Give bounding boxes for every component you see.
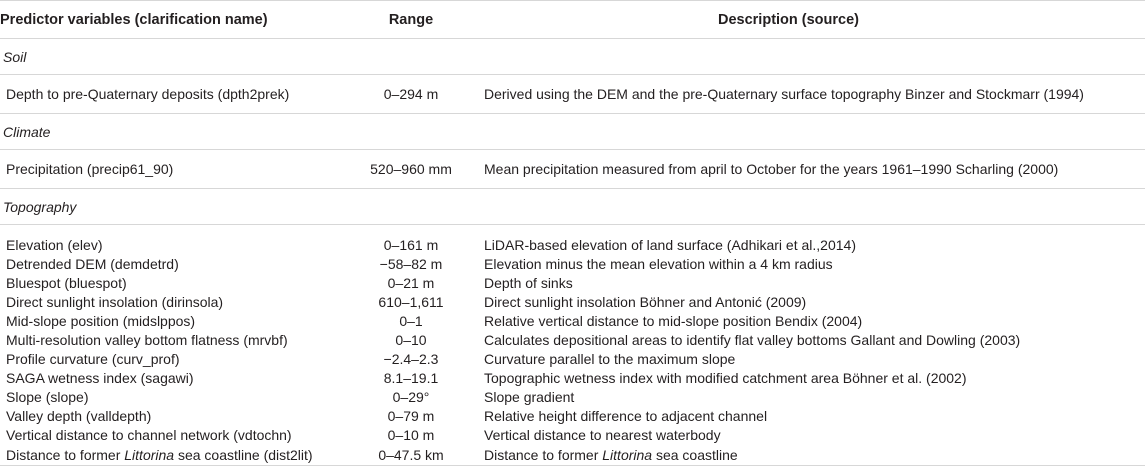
section-row-climate	[0, 114, 1145, 150]
range-cell: 0–21 m	[387, 274, 435, 291]
description-cell: Derived using the DEM and the pre-Quaternary surface topography Binzer and Stockmarr (1994)	[462, 75, 1145, 114]
description-cell	[462, 444, 1145, 466]
range-cell: 0–294 m	[360, 75, 462, 114]
table-row	[0, 444, 1145, 466]
description-cell: Depth of sinks	[484, 274, 573, 291]
table-row	[0, 311, 1145, 330]
description-cell: Mean precipitation measured from april to October for the years 1961–1990 Scharling (2000)	[462, 150, 1145, 189]
description-cell: Relative vertical distance to mid-slope position Bendix (2004)	[484, 312, 863, 329]
table-row	[0, 254, 1145, 273]
range-cell: 520–960 mm	[360, 150, 462, 189]
variable-cell: Profile curvature (curv_prof)	[6, 350, 180, 367]
description-cell: Slope gradient	[484, 388, 575, 405]
variable-cell: Slope (slope)	[6, 388, 89, 405]
range-cell: 8.1–19.1	[383, 369, 439, 386]
description-cell: Topographic wetness index with modified catchment area Böhner et al. (2002)	[484, 369, 967, 386]
table-row	[0, 150, 1145, 189]
header-variables: Predictor variables (clarification name)	[0, 1, 360, 39]
range-cell: −2.4–2.3	[383, 350, 439, 367]
description-text-post: sea coastline	[652, 446, 738, 463]
table-row	[0, 368, 1145, 387]
section-title-soil: Soil	[0, 39, 1145, 75]
variable-text-italic: Littorina	[124, 446, 175, 463]
table-row	[0, 273, 1145, 292]
range-cell: 0–10 m	[387, 426, 435, 443]
variable-cell: Elevation (elev)	[6, 236, 103, 253]
section-title-climate: Climate	[0, 114, 1145, 150]
variable-text-post: sea coastline (dist2lit)	[174, 446, 313, 463]
range-cell: 610–1,611	[378, 293, 444, 310]
section-row-topography	[0, 189, 1145, 225]
range-cell: 0–29°	[392, 388, 430, 405]
description-text-italic: Littorina	[602, 446, 653, 463]
variable-cell: Detrended DEM (demdetrd)	[6, 255, 179, 272]
description-cell: Direct sunlight insolation Böhner and Antonić (2009)	[484, 293, 807, 310]
description-cell: Elevation minus the mean elevation within a 4 km radius	[484, 255, 833, 272]
table-row	[0, 349, 1145, 368]
variable-cell: Precipitation (precip61_90)	[0, 150, 360, 189]
range-cell: −58–82 m	[379, 255, 443, 272]
variable-cell: Mid-slope position (midslppos)	[6, 312, 196, 329]
variable-cell: Vertical distance to channel network (vdtochn)	[6, 426, 292, 443]
range-cell: 0–10	[395, 331, 427, 348]
header-row	[0, 1, 1145, 39]
table-row	[0, 235, 1145, 254]
spacer-row	[0, 225, 1145, 236]
description-cell: Curvature parallel to the maximum slope	[484, 350, 736, 367]
description-cell: Calculates depositional areas to identify flat valley bottoms Gallant and Dowling (2003)	[484, 331, 1021, 348]
section-row-soil	[0, 39, 1145, 75]
description-text-pre: Distance to former	[484, 446, 603, 463]
range-cell: 0–47.5 km	[360, 444, 462, 466]
table-row	[0, 330, 1145, 349]
description-cell: Relative height difference to adjacent channel	[484, 407, 768, 424]
table-row	[0, 406, 1145, 425]
section-title-topography: Topography	[0, 189, 1145, 225]
table-row	[0, 387, 1145, 406]
variable-cell: SAGA wetness index (sagawi)	[6, 369, 194, 386]
variable-cell: Multi-resolution valley bottom flatness (mrvbf)	[6, 331, 288, 348]
table-row	[0, 75, 1145, 114]
range-cell: 0–79 m	[387, 407, 435, 424]
range-cell: 0–161 m	[383, 236, 439, 253]
header-range: Range	[360, 1, 462, 39]
variable-cell: Bluespot (bluespot)	[6, 274, 127, 291]
description-cell: LiDAR-based elevation of land surface (Adhikari et al.,2014)	[484, 236, 856, 253]
table-row	[0, 425, 1145, 444]
variable-cell: Valley depth (valldepth)	[6, 407, 152, 424]
variable-cell: Direct sunlight insolation (dirinsola)	[6, 293, 224, 310]
table-row	[0, 292, 1145, 311]
variable-text-pre: Distance to former	[6, 446, 125, 463]
variable-cell: Depth to pre-Quaternary deposits (dpth2prek)	[0, 75, 360, 114]
range-cell: 0–1	[399, 312, 423, 329]
header-description: Description (source)	[462, 1, 1145, 39]
variable-cell	[0, 444, 360, 466]
description-cell: Vertical distance to nearest waterbody	[484, 426, 721, 443]
